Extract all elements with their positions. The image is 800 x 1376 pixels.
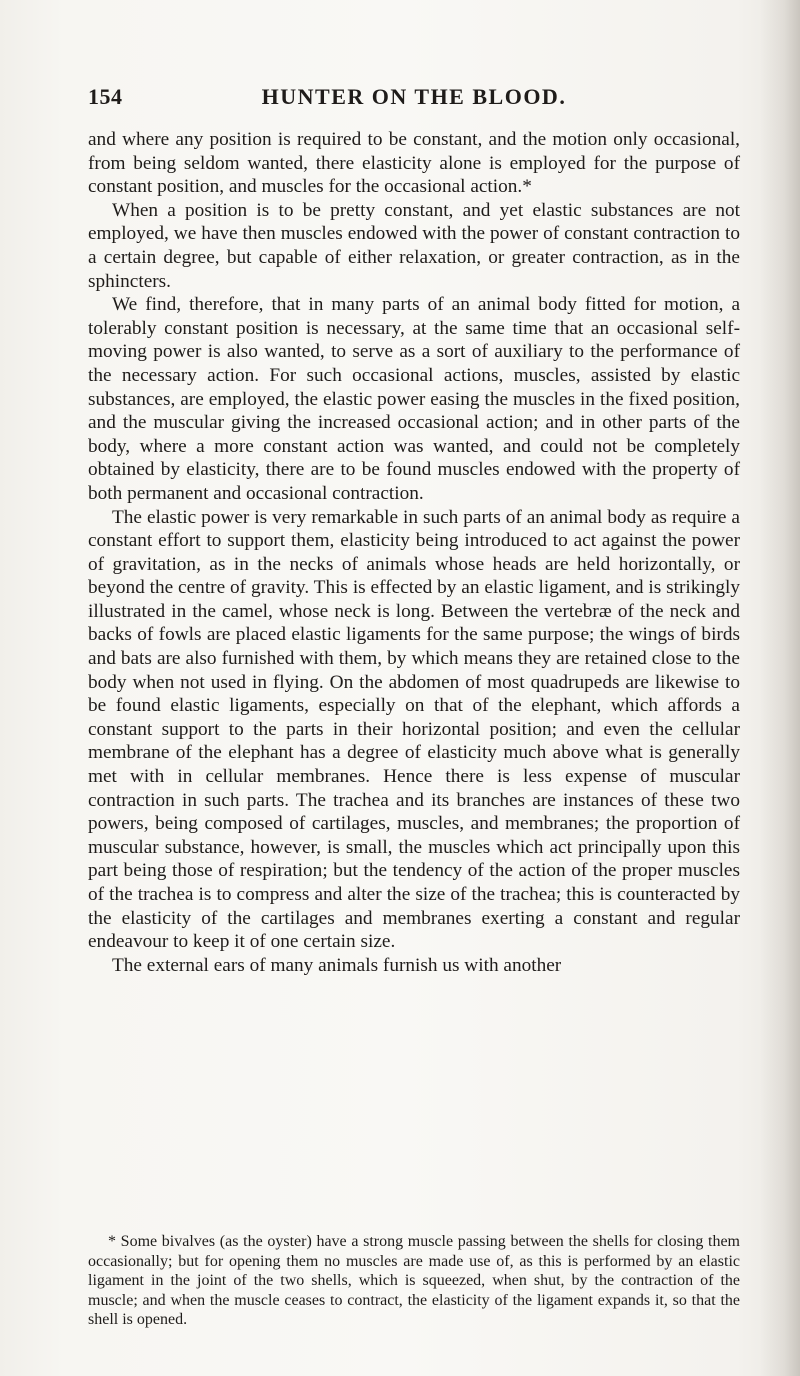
body-text bbox=[88, 128, 740, 977]
paragraph-continuation: and where any position is required to be constant, and the motion only occasional, from being seldom wanted, there elasticity alone is employed for the purpose of constant position, and muscles for the occasional action.* bbox=[88, 129, 740, 198]
page-number: 154 bbox=[88, 84, 123, 109]
page-edge-shadow bbox=[760, 0, 800, 1376]
running-head bbox=[88, 84, 740, 114]
paragraph-auxiliary-power: We find, therefore, that in many parts of an animal body fitted for motion, a tolerably constant position is necessary, at the same time that an occasional self-moving power is also wanted, to serve as a sort of auxiliary to the performance of the necessary action. For such occasional actions, muscles, assisted by elastic substances, are employed, the elastic power easing the muscles in the fixed position, and the muscular giving the increased occasional action; and in other parts of the body, where a more constant action was wanted, and could not be completely obtained by elasticity, there are to be found muscles endowed with the property of both permanent and occasional contraction. bbox=[88, 294, 740, 504]
paragraph-elastic-power: The elastic power is very remarkable in such parts of an animal body as require a constant effort to support them, elasticity being introduced to act against the power of gravitation, as in the necks of animals whose heads are held horizontally, or beyond the centre of gravity. This is effected by an elastic ligament, and is strikingly illustrated in the camel, whose neck is long. Between the vertebræ of the neck and backs of fowls are placed elastic ligaments for the same purpose; the wings of birds and bats are also furnished with them, by which means they are retained close to the body when not used in flying. On the abdomen of most quadrupeds are likewise to be found elastic ligaments, especially on that of the elephant, which affords a constant support to the parts in their horizontal position; and even the cellular membrane of the elephant has a degree of elasticity much above what is generally met with in cellular membranes. Hence there is less expense of muscular contraction in such parts. The trachea and its branches are instances of these two powers, being composed of cartilages, muscles, and membranes; the proportion of muscular substance, however, is small, the muscles which act principally upon this part being those of respiration; but the tendency of the action of the proper muscles of the trachea is to compress and alter the size of the trachea; this is counteracted by the elasticity of the cartilages and membranes exerting a constant and regular endeavour to keep it of one certain size. bbox=[88, 506, 740, 953]
footnote bbox=[88, 1232, 740, 1330]
paragraph-sphincters: When a position is to be pretty constant, and yet elastic substances are not employed, we have then muscles endowed with the power of constant contraction to a certain degree, but capable of either relaxation, or greater contraction, as in the sphincters. bbox=[88, 199, 740, 292]
running-title: HUNTER ON THE BLOOD. bbox=[261, 84, 567, 109]
paragraph-external-ears: The external ears of many animals furnish us with another bbox=[112, 954, 562, 976]
footnote-text: * Some bivalves (as the oyster) have a strong muscle passing between the shells for closing them occasionally; but for opening them no muscles are made use of, as this is performed by an elastic ligament in the joint of the two shells, which is squeezed, when shut, by the contraction of the muscle; and when the muscle ceases to contract, the elasticity of the ligament expands it, so that the shell is opened. bbox=[88, 1233, 740, 1329]
